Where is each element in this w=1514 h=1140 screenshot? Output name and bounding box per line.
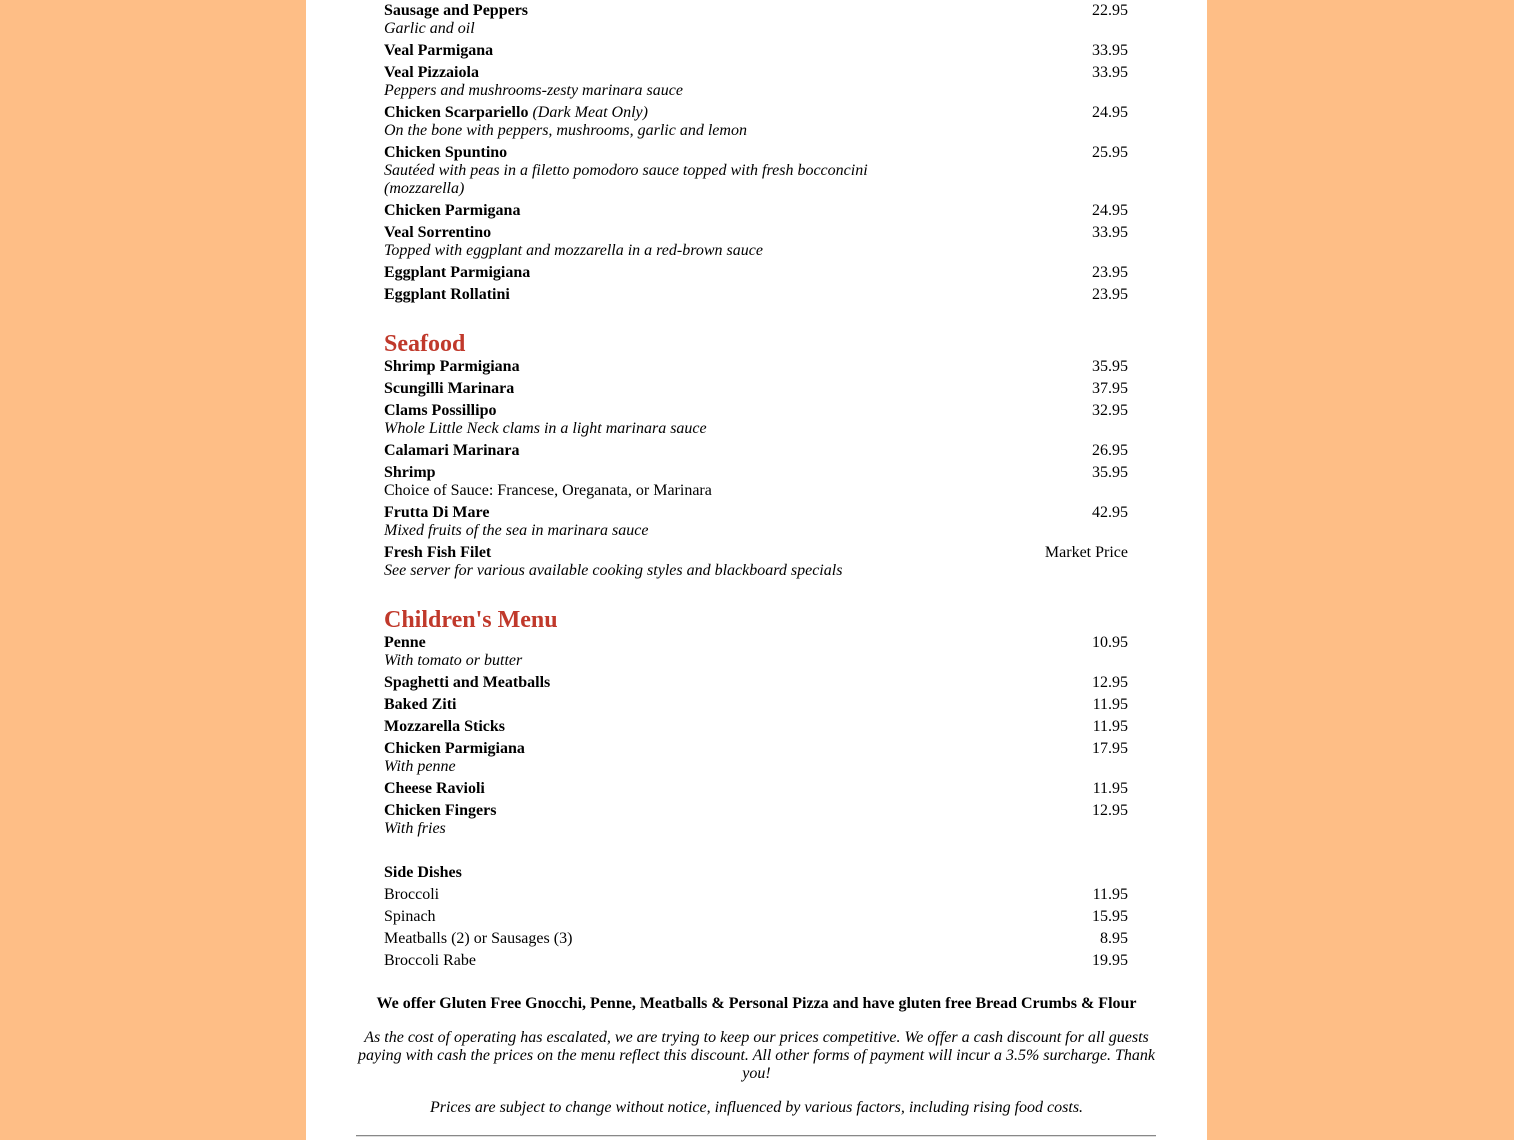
item-price: Market Price xyxy=(1044,544,1128,561)
menu-item xyxy=(384,930,1128,952)
menu-item xyxy=(384,358,1128,380)
item-name: Veal Pizzaiola xyxy=(384,64,479,81)
item-price: 17.95 xyxy=(1092,740,1128,757)
sides-heading: Side Dishes xyxy=(384,864,462,881)
item-price: 24.95 xyxy=(1092,202,1128,219)
gluten-free-notice: We offer Gluten Free Gnocchi, Penne, Meatballs & Personal Pizza and have gluten free Bread Crumbs & Flour xyxy=(376,995,1137,1012)
item-name: Spinach xyxy=(384,908,436,925)
menu-item xyxy=(384,144,1128,202)
item-price: 33.95 xyxy=(1092,224,1128,241)
item-description: See server for various available cooking styles and blackboard specials xyxy=(384,562,843,579)
menu-item xyxy=(384,696,1128,718)
item-price: 26.95 xyxy=(1092,442,1128,459)
price-change-notice: Prices are subject to change without notice, influenced by various factors, including rising food costs. xyxy=(429,1099,1084,1116)
item-name: Fresh Fish Filet xyxy=(384,544,492,561)
item-price: 25.95 xyxy=(1092,144,1128,161)
item-description: Garlic and oil xyxy=(384,20,475,37)
item-name: Chicken Scarpariello xyxy=(384,104,529,121)
item-name: Veal Sorrentino xyxy=(384,224,492,241)
menu-item xyxy=(384,544,1128,584)
item-description: With fries xyxy=(384,820,446,837)
menu-item xyxy=(384,802,1128,842)
menu-item xyxy=(384,42,1128,64)
item-name: Chicken Parmigiana xyxy=(384,740,525,757)
item-description: Choice of Sauce: Francese, Oreganata, or Marinara xyxy=(384,482,712,499)
item-price: 33.95 xyxy=(1092,64,1128,81)
item-name: Cheese Ravioli xyxy=(384,780,485,797)
menu-item xyxy=(384,908,1128,930)
item-description: With tomato or butter xyxy=(384,652,523,669)
menu-item xyxy=(384,402,1128,442)
item-name: Meatballs (2) or Sausages (3) xyxy=(384,930,573,947)
item-price: 35.95 xyxy=(1092,358,1128,375)
menu-item xyxy=(384,504,1128,544)
item-price: 23.95 xyxy=(1092,264,1128,281)
item-name: Eggplant Rollatini xyxy=(384,286,510,303)
menu-item xyxy=(384,952,1128,974)
item-description: With penne xyxy=(384,758,456,775)
item-price: 35.95 xyxy=(1092,464,1128,481)
item-name: Chicken Fingers xyxy=(384,802,497,819)
section-title-seafood: Seafood xyxy=(384,331,466,357)
item-price: 11.95 xyxy=(1092,696,1128,713)
menu-item xyxy=(384,104,1128,144)
item-price: 23.95 xyxy=(1092,286,1128,303)
item-name: Shrimp Parmigiana xyxy=(384,358,520,375)
item-description: On the bone with peppers, mushrooms, garlic and lemon xyxy=(384,122,747,139)
menu-item xyxy=(384,886,1128,908)
item-price: 32.95 xyxy=(1092,402,1128,419)
item-description: Whole Little Neck clams in a light marinara sauce xyxy=(384,420,707,437)
item-price: 24.95 xyxy=(1092,104,1128,121)
menu-item xyxy=(384,634,1128,674)
item-description: Sautéed with peas in a filetto pomodoro sauce topped with fresh bocconcini (mozzarella) xyxy=(384,162,868,197)
item-name: Calamari Marinara xyxy=(384,442,520,459)
footer-divider xyxy=(356,1135,1156,1137)
menu-content xyxy=(384,2,1128,974)
item-name: Scungilli Marinara xyxy=(384,380,515,397)
menu-item xyxy=(384,224,1128,264)
menu-item xyxy=(384,442,1128,464)
section-title-sides xyxy=(384,864,1128,886)
item-price: 11.95 xyxy=(1092,886,1128,903)
item-description: Peppers and mushrooms-zesty marinara sauce xyxy=(384,82,683,99)
item-name: Mozzarella Sticks xyxy=(384,718,506,735)
item-name: Sausage and Peppers xyxy=(384,2,529,19)
menu-item xyxy=(384,2,1128,42)
menu-item xyxy=(384,780,1128,802)
menu-page xyxy=(306,0,1207,1140)
item-price: 11.95 xyxy=(1092,780,1128,797)
item-price: 10.95 xyxy=(1092,634,1128,651)
item-price: 12.95 xyxy=(1092,802,1128,819)
item-name: Chicken Parmigana xyxy=(384,202,521,219)
item-price: 12.95 xyxy=(1092,674,1128,691)
item-price: 19.95 xyxy=(1092,952,1128,969)
menu-item xyxy=(384,286,1128,308)
item-name: Eggplant Parmigiana xyxy=(384,264,531,281)
item-price: 37.95 xyxy=(1092,380,1128,397)
item-price: 11.95 xyxy=(1092,718,1128,735)
item-price: 33.95 xyxy=(1092,42,1128,59)
item-name: Clams Possillipo xyxy=(384,402,497,419)
item-price: 15.95 xyxy=(1092,908,1128,925)
item-price: 8.95 xyxy=(1100,930,1128,947)
menu-item xyxy=(384,380,1128,402)
item-name: Shrimp xyxy=(384,464,436,481)
item-note: (Dark Meat Only) xyxy=(532,104,648,121)
menu-item xyxy=(384,202,1128,224)
cash-discount-notice: As the cost of operating has escalated, we are trying to keep our prices competitive. We offer a cash discount for all guests paying with cash the prices on the menu reflect this discount. All other forms of payment will incur a 3.5% surcharge. Thank you! xyxy=(358,1029,1155,1082)
item-name: Spaghetti and Meatballs xyxy=(384,674,551,691)
item-name: Broccoli xyxy=(384,886,440,903)
section-title-children: Children's Menu xyxy=(384,607,558,633)
item-description: Mixed fruits of the sea in marinara sauce xyxy=(384,522,649,539)
item-name: Frutta Di Mare xyxy=(384,504,490,521)
item-name: Broccoli Rabe xyxy=(384,952,476,969)
item-description: Topped with eggplant and mozzarella in a red-brown sauce xyxy=(384,242,763,259)
item-name: Veal Parmigana xyxy=(384,42,494,59)
item-price: 42.95 xyxy=(1092,504,1128,521)
menu-item xyxy=(384,718,1128,740)
menu-item xyxy=(384,464,1128,504)
menu-item xyxy=(384,674,1128,696)
menu-item xyxy=(384,740,1128,780)
item-name: Chicken Spuntino xyxy=(384,144,508,161)
menu-item xyxy=(384,64,1128,104)
item-name: Baked Ziti xyxy=(384,696,457,713)
item-name: Penne xyxy=(384,634,426,651)
item-price: 22.95 xyxy=(1092,2,1128,19)
menu-item xyxy=(384,264,1128,286)
